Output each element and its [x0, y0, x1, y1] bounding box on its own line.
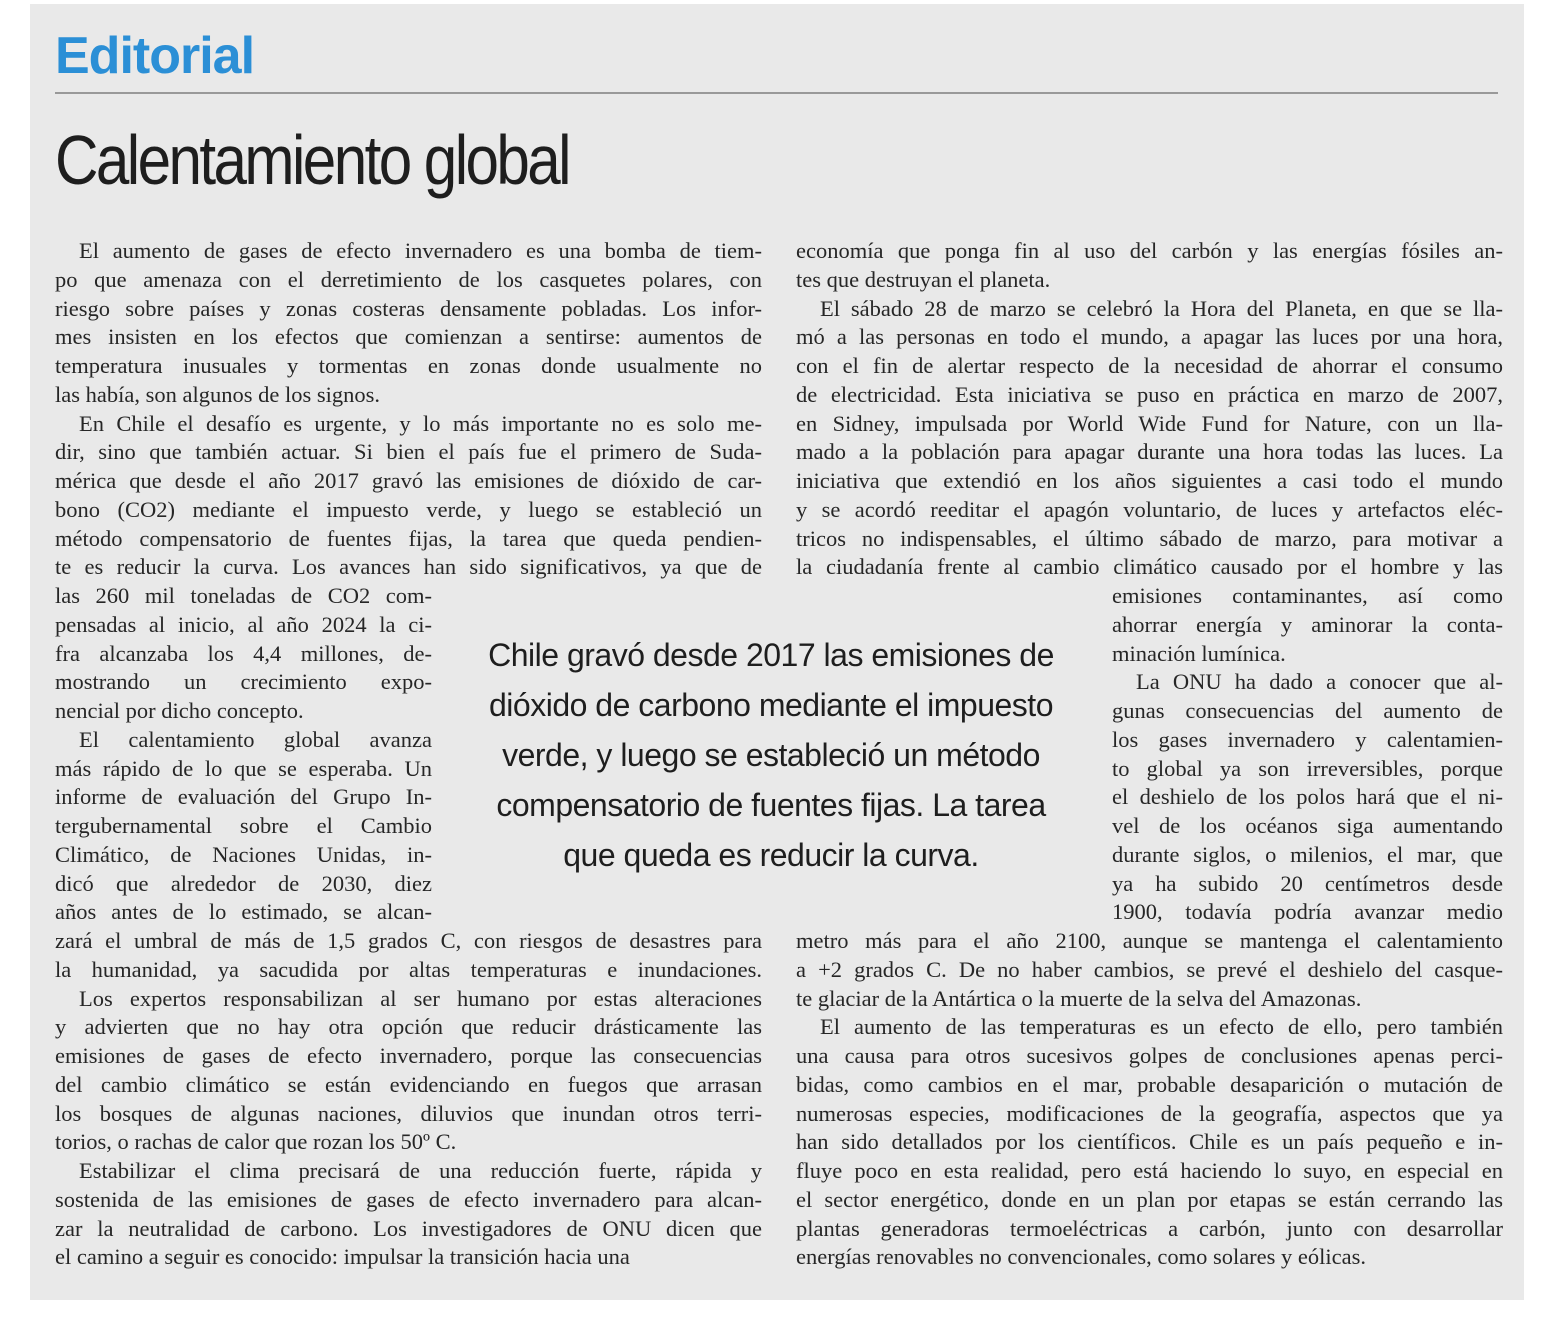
text-line: del cambio climático se están evidenciando en fuegos que arrasan [55, 1071, 762, 1097]
pull-quote-line: verde, y luego se estableció un método [502, 737, 1040, 773]
text-line: el camino a seguir es conocido: impulsar la transición hacia una [55, 1244, 630, 1270]
text-line: ahorrar energía y aminorar la conta- [1112, 611, 1503, 637]
text-line: el sector energético, donde en un plan por etapas se están cerrando las [796, 1186, 1503, 1212]
pull-quote-line: dióxido de carbono mediante el impuesto [489, 687, 1053, 723]
text-line: plantas generadoras termoeléctricas a carbón, junto con desarrollar [796, 1215, 1503, 1241]
text-line: Los expertos responsabilizan al ser humano por estas alteraciones [79, 985, 762, 1011]
text-line: durante siglos, o milenios, el mar, que [1112, 841, 1503, 867]
text-line: mó a las personas en todo el mundo, a apagar las luces por una hora, [796, 324, 1503, 350]
text-line: vel de los océanos siga aumentando [1112, 813, 1503, 838]
text-line: riesgo sobre países y zonas costeras densamente pobladas. Los infor- [55, 295, 762, 321]
text-line: pensadas al inicio, al año 2024 la ci- [55, 611, 432, 637]
text-line: torios, o rachas de calor que rozan los 50º C. [55, 1129, 457, 1155]
text-line: po que amenaza con el derretimiento de los casquetes polares, con [55, 266, 762, 292]
text-line: nencial por dicho concepto. [55, 698, 304, 723]
text-line: energías renovables no convencionales, como solares y eólicas. [796, 1244, 1367, 1270]
text-line: numerosas especies, modificaciones de la geografía, aspectos que ya [796, 1100, 1503, 1126]
text-line: dicó que alrededor de 2030, diez [55, 870, 432, 896]
text-line: emisiones de gases de efecto invernadero, porque las consecuencias [55, 1043, 762, 1068]
text-line: años antes de lo estimado, se alcan- [55, 899, 432, 925]
text-line: más rápido de lo que se esperaba. Un [55, 755, 432, 781]
text-line: temperatura inusuales y tormentas en zonas donde usualmente no [55, 353, 762, 378]
text-line: fra alcanzaba los 4,4 millones, de- [55, 640, 432, 666]
section-divider [55, 92, 1498, 94]
text-line: el deshielo de los polos hará que el ni- [1112, 784, 1503, 810]
text-line: la humanidad, ya sacudida por altas temperaturas e inundaciones. [55, 956, 762, 982]
text-line: La ONU ha dado a conocer que al- [1136, 669, 1503, 695]
text-line: zar la neutralidad de carbono. Los investigadores de ONU dicen que [55, 1215, 762, 1241]
text-line: y advierten que no hay otra opción que reducir drásticamente las [55, 1014, 762, 1040]
text-line: El calentamiento global avanza [79, 726, 432, 752]
text-line: tergubernamental sobre el Cambio [55, 813, 432, 838]
section-label: Editorial [55, 27, 255, 85]
pull-quote [480, 630, 1062, 880]
text-line: fluye poco en esta realidad, pero está haciendo lo suyo, en especial en [796, 1158, 1503, 1183]
text-line: en Sidney, impulsada por World Wide Fund for Nature, con un lla- [796, 410, 1503, 436]
text-line: metro más para el año 2100, aunque se mantenga el calentamiento [796, 928, 1503, 953]
text-line: han sido detallados por los científicos. Chile es un país pequeño e in- [796, 1129, 1503, 1155]
text-line: una causa para otros sucesivos golpes de conclusiones apenas perci- [796, 1043, 1503, 1068]
text-line: bono (CO2) mediante el impuesto verde, y luego se estableció un [55, 496, 762, 522]
text-line: El aumento de las temperaturas es un efecto de ello, pero también [820, 1014, 1503, 1040]
text-line: bidas, como cambios en el mar, probable desaparición o mutación de [796, 1071, 1503, 1097]
text-line: informe de evaluación del Grupo In- [55, 784, 432, 810]
text-line: minación lumínica. [1112, 640, 1286, 666]
text-line: Estabilizar el clima precisará de una reducción fuerte, rápida y [79, 1158, 762, 1183]
text-line: los bosques de algunas naciones, diluvios que inundan otros terri- [55, 1100, 762, 1126]
text-line: te glaciar de la Antártica o la muerte de la selva del Amazonas. [796, 985, 1362, 1011]
text-line: El sábado 28 de marzo se celebró la Hora del Planeta, en que se lla- [820, 295, 1503, 321]
text-line: En Chile el desafío es urgente, y lo más importante no es solo me- [79, 410, 762, 436]
text-line: las había, son algunos de los signos. [55, 381, 380, 407]
pull-quote-line: compensatorio de fuentes fijas. La tarea [496, 787, 1046, 823]
text-line: ya ha subido 20 centímetros desde [1112, 870, 1503, 896]
text-line: tes que destruyan el planeta. [796, 266, 1051, 292]
text-line: método compensatorio de fuentes fijas, la tarea que queda pendien- [55, 525, 762, 551]
text-line: mérica que desde el año 2017 gravó las emisiones de dióxido de car- [55, 468, 762, 493]
text-line: to global ya son irreversibles, porque [1112, 755, 1503, 781]
text-line: dir, sino que también actuar. Si bien el país fue el primero de Suda- [55, 439, 762, 465]
text-line: de electricidad. Esta iniciativa se puso en práctica en marzo de 2007, [796, 381, 1503, 407]
text-line: mostrando un crecimiento expo- [55, 669, 432, 695]
text-line: gunas consecuencias del aumento de [1112, 698, 1503, 723]
text-line: te es reducir la curva. Los avances han sido significativos, ya que de [55, 554, 762, 580]
pull-quote-line: que queda es reducir la curva. [563, 837, 979, 873]
text-line: y se acordó reeditar el apagón voluntario, de luces y artefactos eléc- [796, 496, 1503, 522]
text-line: mado a la población para apagar durante una hora todas las luces. La [796, 439, 1503, 465]
text-line: a +2 grados C. De no haber cambios, se prevé el deshielo del casque- [796, 956, 1503, 982]
headline: Calentamiento global [55, 121, 569, 199]
text-line: sostenida de las emisiones de gases de efecto invernadero para alcan- [55, 1186, 762, 1212]
text-line: con el fin de alertar respecto de la necesidad de ahorrar el consumo [796, 353, 1503, 378]
text-line: 1900, todavía podría avanzar medio [1112, 899, 1503, 925]
text-line: los gases invernadero y calentamien- [1112, 726, 1503, 752]
text-line: tricos no indispensables, el último sábado de marzo, para motivar a [796, 525, 1503, 551]
text-line: la ciudadanía frente al cambio climático causado por el hombre y las [796, 554, 1503, 580]
text-line: zará el umbral de más de 1,5 grados C, con riesgos de desastres para [55, 928, 762, 953]
text-line: emisiones contaminantes, así como [1112, 583, 1503, 608]
text-line: economía que ponga fin al uso del carbón y las energías fósiles an- [796, 238, 1503, 263]
text-line: las 260 mil toneladas de CO2 com- [55, 583, 432, 608]
text-line: El aumento de gases de efecto invernadero es una bomba de tiem- [79, 238, 762, 263]
text-line: mes insisten en los efectos que comienzan a sentirse: aumentos de [55, 324, 762, 350]
pull-quote-line: Chile gravó desde 2017 las emisiones de [488, 637, 1054, 673]
text-line: Climático, de Naciones Unidas, in- [55, 841, 432, 867]
text-line: iniciativa que extendió en los años siguientes a casi todo el mundo [796, 468, 1503, 493]
